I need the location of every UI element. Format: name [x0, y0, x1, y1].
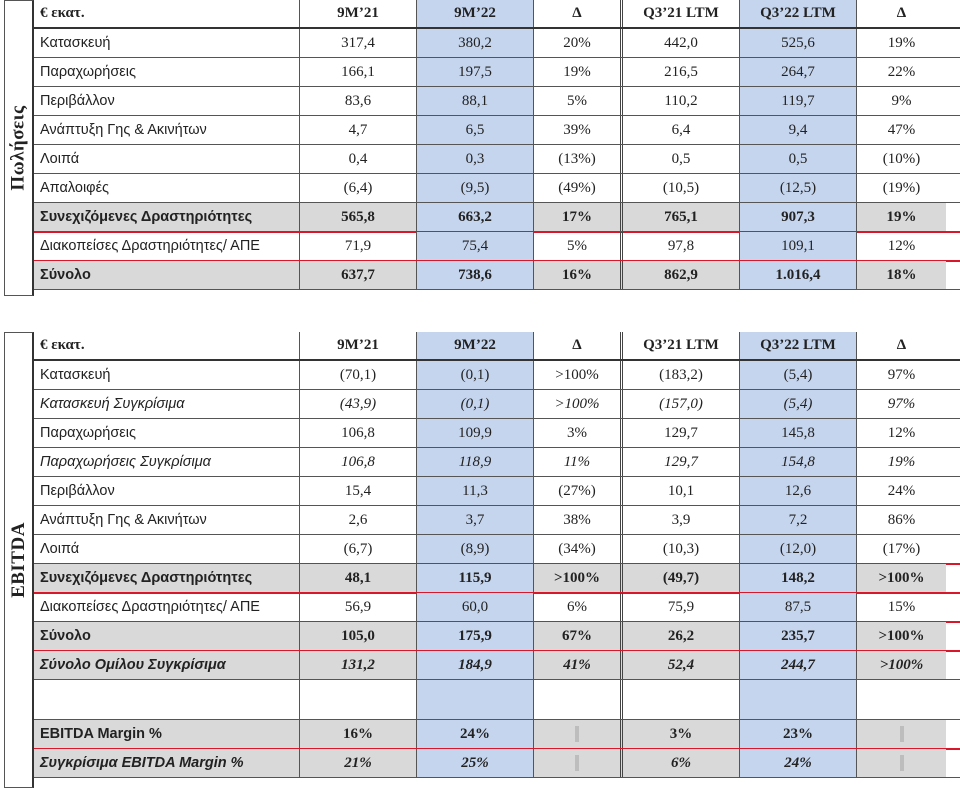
table-cell — [857, 749, 946, 777]
table-cell: >100% — [857, 564, 946, 592]
table-cell: 41% — [534, 651, 623, 679]
table-row-total — [34, 203, 960, 232]
table-cell: 738,6 — [417, 261, 534, 289]
table-cell: >100% — [857, 622, 946, 650]
table-cell: (49,7) — [623, 564, 740, 592]
table-cell: (12,5) — [740, 174, 857, 202]
row-label: Περιβάλλον — [34, 477, 300, 505]
table-cell: 18% — [857, 261, 946, 289]
table-row — [34, 448, 960, 477]
table-cell: 97% — [887, 395, 916, 412]
table-cell: (6,7) — [300, 535, 417, 563]
row-label: EBITDA Margin % — [34, 720, 300, 748]
table-cell: 106,8 — [300, 448, 417, 476]
table-cell: (183,2) — [623, 361, 740, 389]
table-row — [34, 29, 960, 58]
table-cell: (0,1) — [417, 390, 534, 418]
empty-cell — [417, 680, 534, 719]
table-row — [34, 419, 960, 448]
empty-cell — [623, 680, 740, 719]
table-cell: 97% — [887, 366, 916, 383]
table-cell: 71,9 — [300, 232, 417, 260]
table-cell: (43,9) — [300, 390, 417, 418]
table-cell: 6% — [623, 749, 740, 777]
row-label: Σύνολο — [34, 622, 300, 650]
table-row — [34, 58, 960, 87]
row-label: Σύνολο — [34, 261, 300, 289]
ebitda-table — [34, 332, 960, 778]
row-label: Σύνολο Ομίλου Συγκρίσιμα — [34, 651, 300, 679]
table-row — [34, 232, 960, 261]
table-cell: 5% — [534, 87, 623, 115]
table-cell: 115,9 — [417, 564, 534, 592]
table-cell: (5,4) — [740, 361, 857, 389]
table-cell: 15% — [887, 598, 916, 615]
column-header-delta: Δ — [534, 0, 623, 27]
table-cell: (6,4) — [300, 174, 417, 202]
divider-mark — [900, 726, 904, 742]
table-cell: >100% — [534, 390, 623, 418]
row-label: Συγκρίσιμα EBITDA Margin % — [34, 749, 300, 777]
table-row — [34, 506, 960, 535]
divider-mark — [900, 755, 904, 771]
table-cell: 106,8 — [300, 419, 417, 447]
sales-table — [34, 0, 960, 290]
table-cell: (157,0) — [623, 390, 740, 418]
table-cell: 9% — [891, 92, 912, 109]
row-label: Λοιπά — [34, 145, 300, 173]
table-cell: 87,5 — [740, 593, 857, 621]
table-cell: 20% — [534, 29, 623, 57]
table-cell: 7,2 — [740, 506, 857, 534]
table-cell: (10,3) — [623, 535, 740, 563]
table-cell: 4,7 — [300, 116, 417, 144]
row-label: Παραχωρήσεις — [34, 58, 300, 86]
table-cell: 3% — [534, 419, 623, 447]
column-header-q322-ltm: Q3’22 LTM — [740, 0, 857, 27]
column-header-q322-ltm: Q3’22 LTM — [740, 332, 857, 359]
table-row — [34, 535, 960, 564]
table-cell: 86% — [887, 511, 916, 528]
empty-cell — [534, 680, 623, 719]
row-label: Λοιπά — [34, 535, 300, 563]
table-cell: (0,1) — [417, 361, 534, 389]
table-cell: 97,8 — [623, 232, 740, 260]
table-cell: 88,1 — [417, 87, 534, 115]
table-cell: 765,1 — [623, 203, 740, 231]
table-cell: 83,6 — [300, 87, 417, 115]
table-cell: (13%) — [534, 145, 623, 173]
table-cell: 216,5 — [623, 58, 740, 86]
table-cell: 0,5 — [623, 145, 740, 173]
table-cell: (17%) — [882, 540, 921, 557]
table-cell: 6,4 — [623, 116, 740, 144]
column-header-delta: Δ — [534, 332, 623, 359]
table-cell: (8,9) — [417, 535, 534, 563]
divider-mark — [575, 726, 579, 742]
row-label: Περιβάλλον — [34, 87, 300, 115]
table-cell: 184,9 — [417, 651, 534, 679]
table-row-total — [34, 622, 960, 651]
table-row — [34, 174, 960, 203]
column-header-delta-ltm: Δ — [896, 337, 907, 353]
row-label: Απαλοιφές — [34, 174, 300, 202]
table-cell: 52,4 — [623, 651, 740, 679]
table-cell: 166,1 — [300, 58, 417, 86]
table-cell: 0,4 — [300, 145, 417, 173]
table-cell: 67% — [534, 622, 623, 650]
table-cell: 16% — [300, 720, 417, 748]
column-header-delta-ltm: Δ — [896, 5, 907, 21]
row-label: Παραχωρήσεις Συγκρίσιμα — [34, 448, 300, 476]
table-cell: 0,3 — [417, 145, 534, 173]
table-row — [34, 477, 960, 506]
table-cell: 23% — [740, 720, 857, 748]
column-header-9m22: 9M’22 — [417, 332, 534, 359]
row-label: Ανάπτυξη Γης & Ακινήτων — [34, 116, 300, 144]
table-cell: 154,8 — [740, 448, 857, 476]
column-header-unit: € εκατ. — [34, 332, 300, 359]
sales-table-block — [4, 0, 960, 296]
table-cell: 129,7 — [623, 448, 740, 476]
table-cell: 380,2 — [417, 29, 534, 57]
table-cell: 19% — [887, 34, 916, 51]
row-label: Ανάπτυξη Γης & Ακινήτων — [34, 506, 300, 534]
table-cell: 663,2 — [417, 203, 534, 231]
table-row — [34, 593, 960, 622]
table-cell: 26,2 — [623, 622, 740, 650]
empty-cell — [300, 680, 417, 719]
table-cell: 131,2 — [300, 651, 417, 679]
table-cell: >100% — [857, 651, 946, 679]
table-cell: 24% — [887, 482, 916, 499]
ebitda-header-row — [34, 332, 960, 361]
table-cell: (12,0) — [740, 535, 857, 563]
table-cell: 3,7 — [417, 506, 534, 534]
ebitda-side-label: EBITDA — [4, 332, 34, 788]
table-cell: 2,6 — [300, 506, 417, 534]
empty-cell — [857, 680, 946, 719]
table-cell: 442,0 — [623, 29, 740, 57]
row-label: Διακοπείσες Δραστηριότητες/ ΑΠΕ — [34, 593, 300, 621]
table-row — [34, 390, 960, 419]
table-cell: 12,6 — [740, 477, 857, 505]
table-cell: 244,7 — [740, 651, 857, 679]
table-cell: (5,4) — [740, 390, 857, 418]
table-cell: 109,9 — [417, 419, 534, 447]
empty-cell — [34, 680, 300, 719]
table-cell: (10,5) — [623, 174, 740, 202]
comparable-ebitda-margin-row — [34, 749, 960, 778]
table-cell: >100% — [534, 564, 623, 592]
table-cell: 11,3 — [417, 477, 534, 505]
table-cell: (34%) — [534, 535, 623, 563]
table-cell: 56,9 — [300, 593, 417, 621]
row-label: Διακοπείσες Δραστηριότητες/ ΑΠΕ — [34, 232, 300, 260]
table-cell: 637,7 — [300, 261, 417, 289]
table-cell: 24% — [417, 720, 534, 748]
table-cell — [534, 749, 623, 777]
table-cell: 17% — [534, 203, 623, 231]
sales-side-label: Πωλήσεις — [4, 0, 34, 296]
row-label: Κατασκευή — [34, 361, 300, 389]
table-cell: 119,7 — [740, 87, 857, 115]
table-cell: 39% — [534, 116, 623, 144]
table-cell: (10%) — [882, 150, 921, 167]
table-cell: 38% — [534, 506, 623, 534]
table-cell: (19%) — [882, 179, 921, 196]
table-cell: 75,9 — [623, 593, 740, 621]
divider-mark — [575, 755, 579, 771]
table-spacer-row — [34, 680, 960, 720]
table-cell: 9,4 — [740, 116, 857, 144]
table-cell: 105,0 — [300, 622, 417, 650]
table-cell: 525,6 — [740, 29, 857, 57]
table-cell: 197,5 — [417, 58, 534, 86]
table-cell: 6,5 — [417, 116, 534, 144]
table-cell: 109,1 — [740, 232, 857, 260]
empty-cell — [740, 680, 857, 719]
table-cell: 0,5 — [740, 145, 857, 173]
table-cell: 264,7 — [740, 58, 857, 86]
table-cell: 19% — [857, 203, 946, 231]
table-cell: 11% — [534, 448, 623, 476]
table-cell: 19% — [534, 58, 623, 86]
column-header-q321-ltm: Q3’21 LTM — [623, 0, 740, 27]
table-row — [34, 361, 960, 390]
table-cell: 12% — [887, 237, 916, 254]
table-cell: 25% — [417, 749, 534, 777]
sales-header-row — [34, 0, 960, 29]
table-cell: 3,9 — [623, 506, 740, 534]
row-label: Κατασκευή Συγκρίσιμα — [34, 390, 300, 418]
table-cell: 907,3 — [740, 203, 857, 231]
table-cell: (9,5) — [417, 174, 534, 202]
table-cell: 48,1 — [300, 564, 417, 592]
table-cell: 5% — [534, 232, 623, 260]
table-row — [34, 87, 960, 116]
table-cell: (70,1) — [300, 361, 417, 389]
column-header-unit: € εκατ. — [34, 0, 300, 27]
ebitda-table-block — [4, 332, 960, 788]
table-cell: 565,8 — [300, 203, 417, 231]
row-label: Συνεχιζόμενες Δραστηριότητες — [34, 203, 300, 231]
table-cell: 3% — [623, 720, 740, 748]
table-cell: >100% — [534, 361, 623, 389]
column-header-q321-ltm: Q3’21 LTM — [623, 332, 740, 359]
table-cell: 16% — [534, 261, 623, 289]
table-cell: 75,4 — [417, 232, 534, 260]
table-cell: 24% — [740, 749, 857, 777]
table-row-total — [34, 651, 960, 680]
table-cell: (49%) — [534, 174, 623, 202]
table-row — [34, 145, 960, 174]
table-cell: 145,8 — [740, 419, 857, 447]
table-cell — [857, 720, 946, 748]
table-cell: 129,7 — [623, 419, 740, 447]
table-cell: 22% — [887, 63, 916, 80]
table-cell: 1.016,4 — [740, 261, 857, 289]
table-cell: 15,4 — [300, 477, 417, 505]
table-row-total — [34, 564, 960, 593]
table-cell: 110,2 — [623, 87, 740, 115]
table-cell: 175,9 — [417, 622, 534, 650]
column-header-9m22: 9M’22 — [417, 0, 534, 27]
table-cell: 235,7 — [740, 622, 857, 650]
row-label: Συνεχιζόμενες Δραστηριότητες — [34, 564, 300, 592]
table-cell: (27%) — [534, 477, 623, 505]
table-cell: 148,2 — [740, 564, 857, 592]
table-cell: 862,9 — [623, 261, 740, 289]
table-cell: 118,9 — [417, 448, 534, 476]
table-cell: 10,1 — [623, 477, 740, 505]
table-row — [34, 116, 960, 145]
table-cell: 60,0 — [417, 593, 534, 621]
table-row-total — [34, 261, 960, 290]
ebitda-margin-row — [34, 720, 960, 749]
table-cell: 19% — [887, 453, 916, 470]
table-cell: 6% — [534, 593, 623, 621]
row-label: Κατασκευή — [34, 29, 300, 57]
column-header-9m21: 9M’21 — [300, 332, 417, 359]
row-label: Παραχωρήσεις — [34, 419, 300, 447]
table-cell: 21% — [300, 749, 417, 777]
table-cell: 12% — [887, 424, 916, 441]
table-cell: 317,4 — [300, 29, 417, 57]
table-cell: 47% — [887, 121, 916, 138]
column-header-9m21: 9M’21 — [300, 0, 417, 27]
table-cell — [534, 720, 623, 748]
